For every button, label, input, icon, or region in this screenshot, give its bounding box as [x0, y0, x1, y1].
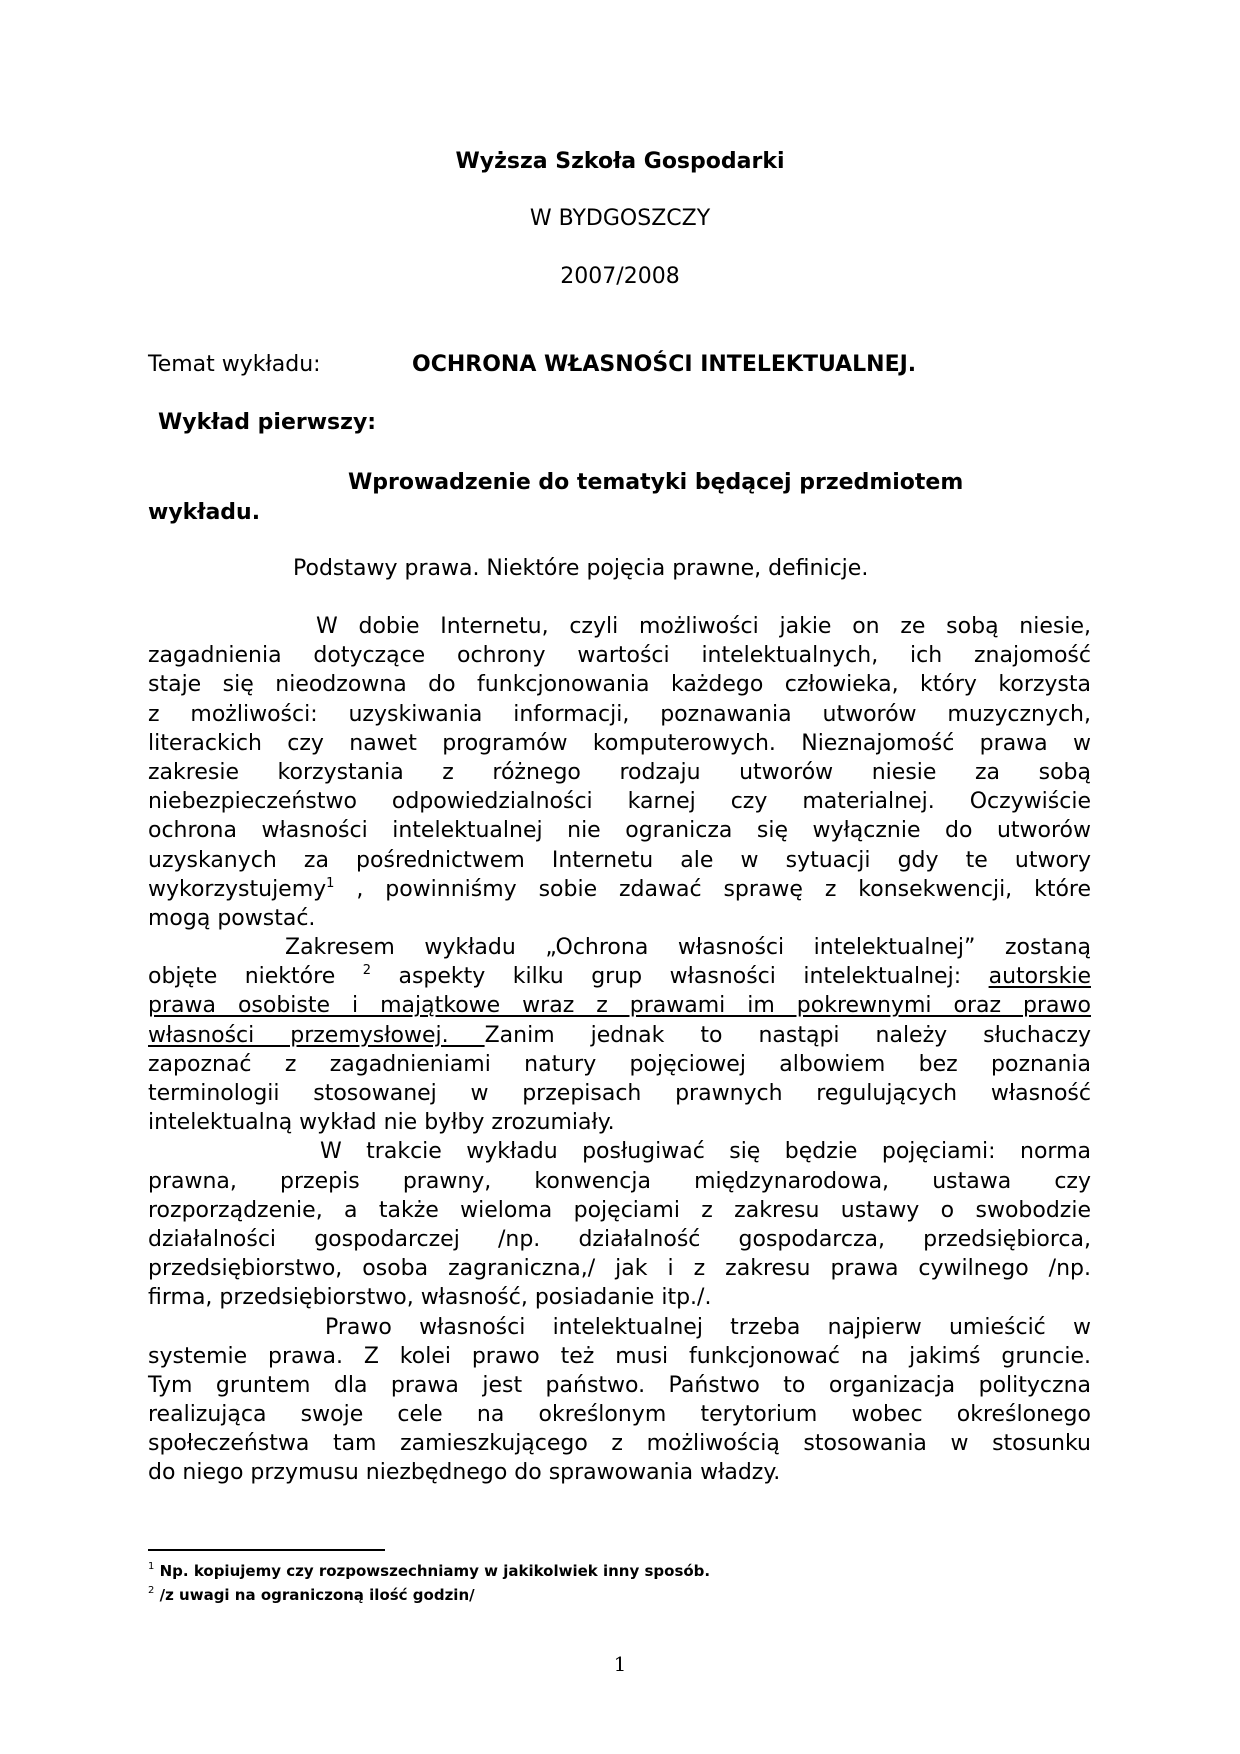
text-segment: W trakcie wykładu posługiwać się będzie pojęciami: norma: [320, 1139, 1091, 1165]
text-segment: objęte niektóre: [148, 964, 363, 990]
text-line: [148, 962, 1091, 991]
text-line: [148, 612, 1091, 641]
footnote-reference: 1: [326, 875, 335, 891]
section-heading: Podstawy prawa. Niektóre pojęcia prawne, definicje.: [293, 556, 869, 581]
text-line: [148, 816, 1091, 845]
underlined-text: prawa osobiste i majątkowe wraz z prawami im pokrewnymi oraz prawo: [148, 993, 1091, 1019]
text-line: [148, 875, 1091, 904]
footnote-reference: 2: [362, 963, 371, 979]
text-line: [148, 1429, 1091, 1458]
text-segment: firma, przedsiębiorstwo, własność, posiadanie itp./.: [148, 1285, 712, 1311]
text-segment: literackich czy nawet programów komputerowych. Nieznajomość prawa w: [148, 730, 1091, 756]
body-text: [148, 612, 1091, 1488]
city: W BYDGOSZCZY: [529, 206, 711, 231]
text-line: [148, 1108, 1091, 1137]
lecture-heading: Wykład pierwszy:: [158, 410, 377, 435]
text-line: [148, 1196, 1091, 1225]
footnote-separator: [148, 1549, 385, 1551]
text-segment: wykorzystujemy: [148, 876, 327, 902]
footnote-number: 2: [148, 1585, 155, 1596]
subtitle-line-1: Wprowadzenie do tematyki będącej przedmiotem: [348, 470, 964, 495]
school-name: Wyższa Szkoła Gospodarki: [455, 149, 785, 174]
text-line: [148, 700, 1091, 729]
text-segment: aspekty kilku grup własności intelektualnej:: [370, 964, 989, 990]
text-line: [148, 1225, 1091, 1254]
text-segment: Zanim jednak to nastąpi należy słuchaczy: [484, 1022, 1091, 1048]
text-segment: zakresie korzystania z różnego rodzaju utworów niesie za sobą: [148, 759, 1091, 785]
text-segment: staje się nieodzowna do funkcjonowania każdego człowieka, który korzysta: [148, 672, 1091, 698]
text-line: [148, 1342, 1091, 1371]
text-line: [148, 991, 1091, 1020]
text-line: [148, 1371, 1091, 1400]
text-line: [148, 641, 1091, 670]
paragraph: [148, 1313, 1091, 1488]
text-segment: Zakresem wykładu „Ochrona własności intelektualnej” zostaną: [285, 935, 1091, 961]
text-segment: do niego przymusu niezbędnego do sprawowania władzy.: [148, 1460, 781, 1486]
paragraph: [148, 612, 1091, 933]
text-line: [148, 1050, 1091, 1079]
text-line: [148, 933, 1091, 962]
text-segment: Tym gruntem dla prawa jest państwo. Państwo to organizacja polityczna: [148, 1372, 1091, 1398]
text-segment: mogą powstać.: [148, 905, 316, 931]
text-line: [148, 846, 1091, 875]
text-segment: terminologii stosowanej w przepisach prawnych regulujących własność: [148, 1081, 1091, 1106]
footnote-1: [148, 1561, 710, 1581]
text-segment: społeczeństwa tam zamieszkującego z możliwością stosowania w stosunku: [148, 1431, 1091, 1457]
text-segment: niebezpieczeństwo odpowiedzialności karnej czy materialnej. Oczywiście: [148, 789, 1091, 815]
text-line: [148, 787, 1091, 816]
text-segment: ochrona własności intelektualnej nie ogranicza się wyłącznie do utworów: [148, 818, 1091, 844]
text-segment: przedsiębiorstwo, osoba zagraniczna,/ jak i z zakresu prawa cywilnego /np.: [148, 1256, 1091, 1282]
text-line: [148, 1079, 1091, 1108]
text-segment: intelektualną wykład nie byłby zrozumiały.: [148, 1110, 615, 1136]
text-segment: z możliwości: uzyskiwania informacji, poznawania utworów muzycznych,: [148, 701, 1091, 727]
footnote-text: Np. kopiujemy czy rozpowszechniamy w jakikolwiek inny sposób.: [159, 1562, 711, 1580]
text-line: [148, 1021, 1091, 1050]
page-number: 1: [613, 1652, 627, 1676]
text-line: [148, 758, 1091, 787]
text-line: [148, 1400, 1091, 1429]
text-segment: systemie prawa. Z kolei prawo też musi funkcjonować na jakimś gruncie.: [148, 1343, 1091, 1369]
academic-year: 2007/2008: [560, 264, 680, 289]
text-line: [148, 1137, 1091, 1166]
text-line: [148, 729, 1091, 758]
footnote-number: 1: [148, 1561, 155, 1572]
text-segment: uzyskanych za pośrednictwem Internetu ale w sytuacji gdy te utwory: [148, 847, 1091, 873]
text-line: [148, 904, 1091, 933]
text-segment: działalności gospodarczej /np. działalność gospodarcza, przedsiębiorca,: [148, 1226, 1091, 1252]
topic-label: Temat wykładu:: [148, 352, 321, 377]
paragraph: [148, 933, 1091, 1137]
underlined-text: autorskie: [988, 964, 1091, 990]
text-segment: zagadnienia dotyczące ochrony wartości intelektualnych, ich znajomość: [148, 643, 1091, 669]
text-segment: Prawo własności intelektualnej trzeba najpierw umieścić w: [325, 1314, 1091, 1340]
topic-title: OCHRONA WŁASNOŚCI INTELEKTUALNEJ.: [412, 352, 917, 377]
text-segment: , powinniśmy sobie zdawać sprawę z konsekwencji, które: [334, 876, 1091, 902]
subtitle-line-2: wykładu.: [148, 500, 261, 525]
text-line: [148, 1283, 1091, 1312]
text-line: [148, 1313, 1091, 1342]
paragraph: [148, 1137, 1091, 1312]
text-line: [148, 1458, 1091, 1487]
text-segment: prawna, przepis prawny, konwencja międzynarodowa, ustawa czy: [148, 1168, 1091, 1194]
text-line: [148, 1254, 1091, 1283]
underlined-text: własności przemysłowej.: [148, 1022, 485, 1048]
text-segment: realizująca swoje cele na określonym terytorium wobec określonego: [148, 1402, 1091, 1428]
footnote-2: [148, 1585, 475, 1605]
text-segment: W dobie Internetu, czyli możliwości jakie on ze sobą niesie,: [316, 614, 1091, 639]
footnote-text: /z uwagi na ograniczoną ilość godzin/: [159, 1586, 475, 1604]
text-segment: rozporządzenie, a także wieloma pojęciami z zakresu ustawy o swobodzie: [148, 1197, 1091, 1223]
text-line: [148, 1167, 1091, 1196]
text-line: [148, 670, 1091, 699]
text-segment: zapoznać z zagadnieniami natury pojęciowej albowiem bez poznania: [148, 1051, 1091, 1077]
